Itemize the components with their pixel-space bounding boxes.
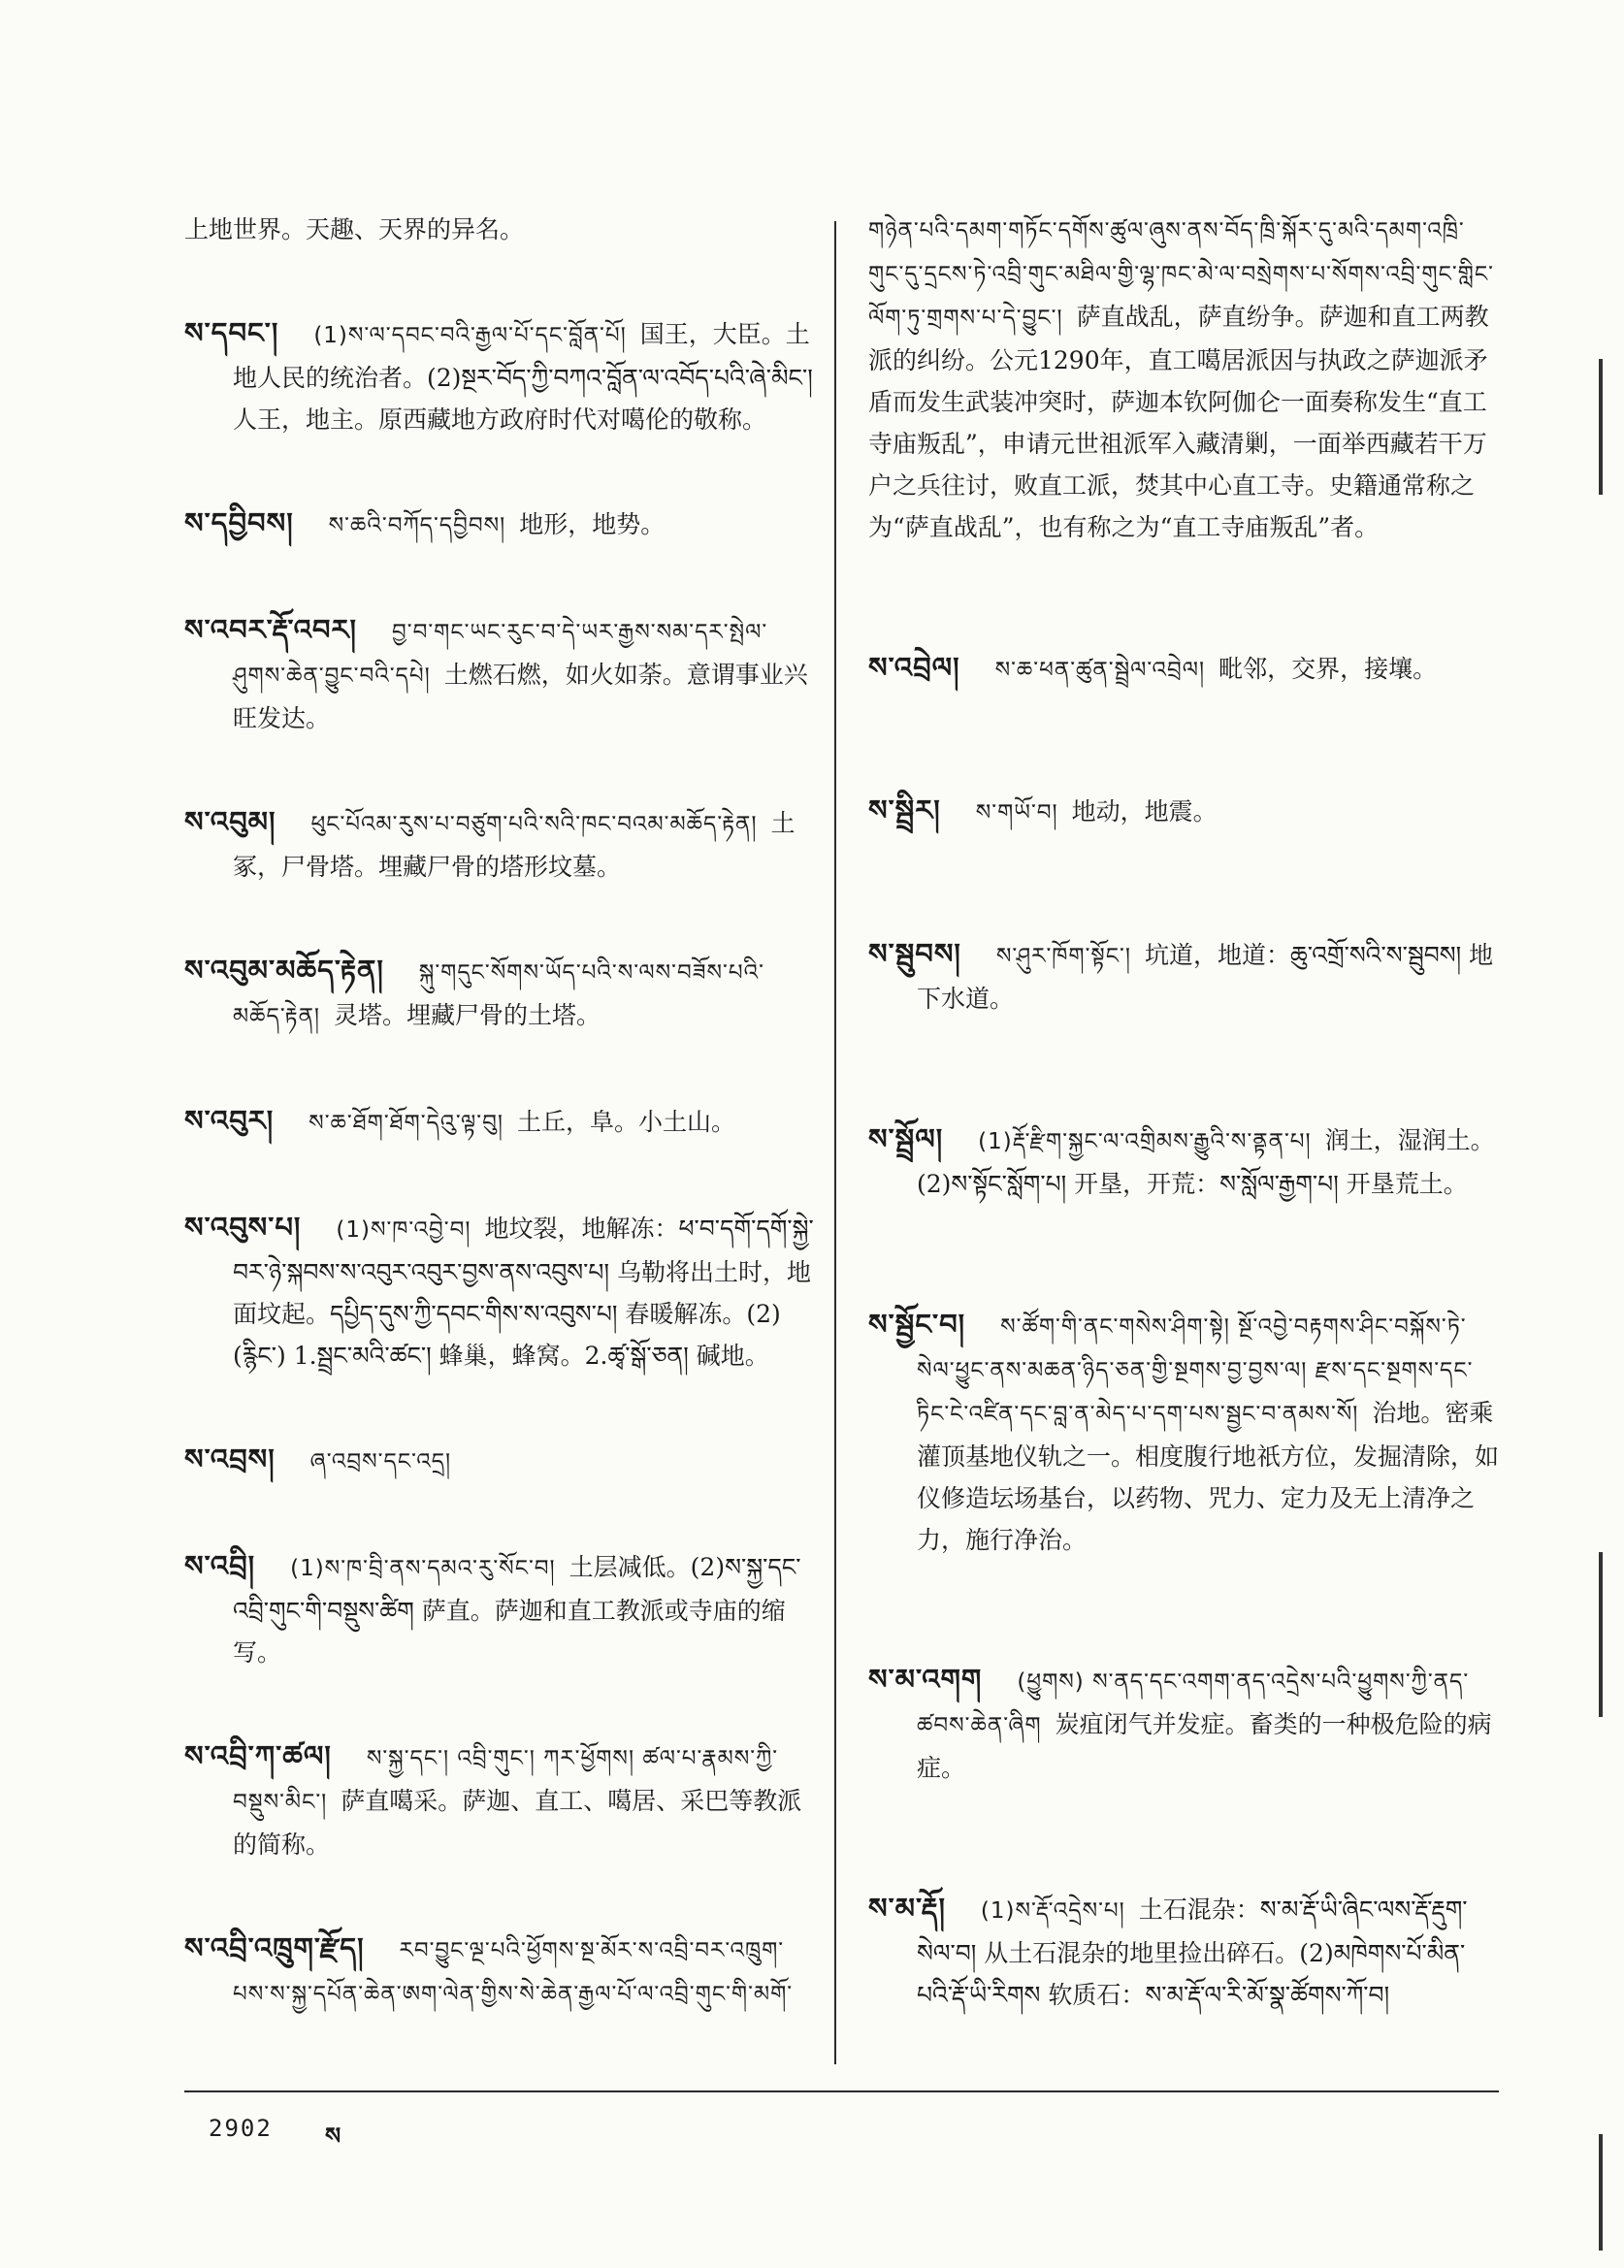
dictionary-entry <box>184 1545 815 1673</box>
tibetan-definition: གཉེན་པའི་དམག་གཏོང་དགོས་ཚུལ་ཞུས་ནས་བོད་ཁྲི་སྐོར་དུ་མའི་དམག་འཁྲི་གུང་དུ་དྲངས་ཏེ་འབྲི་གུང་མཐིལ་གྱི་ལྷ་ཁང་མེ་ལ་བསྲེགས་པ་སོགས་འབྲི་གུང་གླིང་ལོག་ཏུ་གྲགས་པ་དེ་བྱུང་། <box>868 218 1494 331</box>
tibetan-definition: ས་ཆ་ཕན་ཚུན་སྦྲེལ་འབྲེལ། <box>994 657 1206 683</box>
dictionary-entry <box>184 801 815 888</box>
tibetan-definition: ས་ཆའི་བཀོད་དབྱིབས། <box>328 513 506 538</box>
headword: ས་འབུར། <box>184 1104 275 1137</box>
dictionary-entry <box>184 1100 815 1145</box>
dictionary-entry <box>184 502 815 547</box>
headword: ས་འབྲས། <box>184 1442 276 1475</box>
chinese-definition: 毗邻，交界，接壤。 <box>1218 654 1438 683</box>
headword: ས་མ་འགག <box>868 1663 983 1697</box>
chinese-definition: 地坟裂，地解冻：ཕ་བ་དགོ་དགོ་སྐྱེ་བར་ཉེ་སྐབས་ས་འབུར་འབུར་བྱས་ནས་འབུས་པ། 乌勒将出土时，地面坟起。དཔྱིད་དུས་ཀྱི་དབང་གིས་ས་འབུས་པ། 春暖解冻。(2)(རྙིང་) 1.སྦྲང་མའི་ཚང་། 蜂巢，蜂窝。2.ཚྭ་སྒོ་ཅན། 碱地。 <box>233 1215 814 1370</box>
headword: ས་སྦྲིར། <box>868 794 941 827</box>
tibetan-definition: (1)ས་ཁ་འབྱེ་བ། <box>336 1217 471 1243</box>
tibetan-definition: སྐུ་གདུང་སོགས་ཡོད་པའི་ས་ལས་བཟོས་པའི་མཆོད་རྟེན། <box>233 960 764 1029</box>
chinese-definition: 土燃石燃，如火如荼。意谓事业兴旺发达。 <box>233 661 808 732</box>
dictionary-entry <box>868 1888 1499 2016</box>
headword: ས་འབྲི་འཁྲུག་རྫོད། <box>184 1931 365 1964</box>
dictionary-entry <box>184 312 815 440</box>
tibetan-definition: ས་ཤུར་ཁོག་སྟོང་། <box>995 944 1131 970</box>
dictionary-entry <box>868 1659 1499 1789</box>
tibetan-definition: (1)ས་ལ་དབང་བའི་རྒྱལ་པོ་དང་བློན་པོ། <box>313 323 627 348</box>
tibetan-definition: ས་ཚོག་གི་ནང་གསེས་ཤིག་སྟེ། སྔོ་འབྱེ་བརྟགས་ཤིང་བསྐོས་ཏེ་སེལ་ཕྱུང་ནས་མཆན་ཉིད་ཅན་གྱི་སྔགས་བྱ་བྱས་ལ། རྫས་དང་སྔགས་དང་ཏིང་ངེ་འཛིན་དང་བླ་ན་མེད་པ་དག་པས་སྦྱང་བ་ནམས་སོ། <box>917 1313 1474 1427</box>
headword: ས་མ་རྡོ། <box>868 1891 946 1925</box>
dictionary-entry <box>868 1304 1499 1561</box>
tibetan-definition: ས་ཆ་ཐོག་ཐོག་དེའུ་ལྟ་བུ། <box>309 1111 503 1136</box>
dictionary-entry <box>184 609 815 739</box>
chinese-definition: 灵塔。埋藏尸骨的土塔。 <box>334 1001 601 1029</box>
headword: ས་དབྱིབས། <box>184 506 294 539</box>
headword: ས་འབུམ། <box>184 805 276 838</box>
tibetan-definition: (1)རྡོ་རྫིག་སྐྱང་ལ་འགྲིམས་རྒྱུའི་ས་ནྟན་པ། <box>978 1128 1312 1154</box>
chinese-definition: 土层减低。(2)ས་སྐྱ་དང་འབྲི་གུང་གི་བསྡུས་ཚིག 萨直。萨迦和直工教派或寺庙的缩写。 <box>233 1553 801 1667</box>
chinese-definition: 地形，地势。 <box>519 510 666 538</box>
tibetan-definition: ཞ་འབྲས་དང་འདྲ། <box>309 1449 452 1474</box>
left-column <box>184 209 815 2016</box>
dictionary-entry <box>184 1928 815 2016</box>
right-column <box>868 209 1499 2016</box>
dictionary-entry <box>868 790 1499 834</box>
chinese-definition: 上地世界。天趣、天界的异名。 <box>184 215 525 243</box>
chinese-definition: 土石混杂：ས་མ་རྡོ་ཡི་ཞིང་ལས་རྡོ་རྡུག་སེལ་བ། 从土石混杂的地里捡出碎石。(2)མཁེགས་པོ་མིན་པའི་རྡོ་ཡི་རིགས 软质石：ས་མ་རྡོ་ལ་རི་མོ་སྣ་ཚོགས་ཀོ་བ། <box>917 1895 1468 2009</box>
chinese-definition: 炭疽闭气并发症。畜类的一种极危险的病症。 <box>917 1710 1492 1783</box>
tibetan-definition: (ཕྱུགས) ས་ནད་དང་འགག་ནད་འདྲེས་པའི་ཕྱུགས་ཀྱི་ནད་ཚབས་ཆེན་ཞིག <box>917 1669 1470 1739</box>
tibetan-definition: བྱ་བ་གང་ཡང་རུང་བ་དེ་ཡར་རྒྱས་སམ་དར་སྤེལ་ཤུགས་ཆེན་བྱུང་བའི་དཔེ། <box>233 620 768 689</box>
chinese-definition: 土丘，阜。小土山。 <box>516 1108 735 1136</box>
dictionary-entry <box>184 950 815 1038</box>
chinese-definition: 萨直噶采。萨迦、直工、噶居、采巴等教派的简称。 <box>233 1787 802 1859</box>
headword: ས་དབང་། <box>184 316 279 349</box>
headword: ས་སྦྲོལ། <box>868 1121 944 1155</box>
headword: ས་འབུས་པ། <box>184 1211 302 1244</box>
dictionary-entry <box>868 933 1499 1020</box>
chinese-definition: 国王，大臣。土地人民的统治者。(2)སྔར་བོད་ཀྱི་བཀའ་བློན་ལ་འབོད་པའི་ཞེ་མིང་། 人王，地主。原西藏地方政府时代对噶伦的敬称。 <box>233 320 813 434</box>
tibetan-definition: (1)ས་ཁ་བྲི་ནས་དམའ་རུ་སོང་བ། <box>290 1556 556 1581</box>
chinese-definition: 治地。密乘灌顶基地仪轨之一。相度腹行地祇方位，发掘清除，如仪修造坛场基台，以药物、咒力、定力及无上清净之力，施行净治。 <box>917 1398 1500 1554</box>
page-number: 2902 <box>209 2115 273 2142</box>
dictionary-entry <box>868 647 1499 692</box>
headword: ས་སྦྱོང་བ། <box>868 1307 966 1341</box>
headword: ས་སྦུབས། <box>868 937 961 971</box>
tibetan-definition: ས་སྐྱ་དང་། འབྲི་གུང་། ཀར་ཕྱོགས། ཚལ་པ་རྣམས་ཀྱི་བསྡུས་མིང་། <box>233 1746 779 1815</box>
tibetan-definition: ས་གཡོ་བ། <box>975 800 1058 826</box>
footer-rule <box>184 2090 1499 2092</box>
dictionary-entry <box>184 1439 815 1483</box>
chinese-definition: 坑道，地道：ཆུ་འགྲོ་སའི་ས་སྦུབས། 地下水道。 <box>917 941 1494 1014</box>
chinese-definition: 土冢，尸骨塔。埋藏尸骨的塔形坟墓。 <box>233 809 796 881</box>
dictionary-entry <box>184 1207 815 1377</box>
scan-edge-mark <box>1599 359 1603 495</box>
chinese-definition: 地动，地震。 <box>1071 797 1218 826</box>
dictionary-entry <box>868 1118 1499 1205</box>
tibetan-definition: (1)ས་རྡོ་འདྲེས་པ། <box>980 1897 1125 1924</box>
tibetan-definition: ཕུང་པོའམ་རུས་པ་བཙུག་པའི་སའི་ཁང་བའམ་མཆོད་རྟེན། <box>310 812 758 837</box>
entry-continuation <box>868 209 1499 548</box>
running-letter: ས <box>325 2122 341 2150</box>
headword: ས་འབྲི། <box>184 1549 256 1582</box>
headword: ས་འབར་རྡོ་འབར། <box>184 613 357 646</box>
scan-edge-mark <box>1599 2134 1603 2251</box>
chinese-definition: 润土，湿润土。(2)ས་སྟོང་སློག་པ། 开垦，开荒：ས་སློལ་རྒྱག་པ། 开垦荒土。 <box>917 1125 1495 1198</box>
headword: ས་འབྲི་ཀ་ཚལ། <box>184 1739 332 1772</box>
headword: ས་འབྲེལ། <box>868 650 960 684</box>
headword: ས་འབུམ་མཆོད་རྟེན། <box>184 954 384 987</box>
dictionary-entry <box>184 1735 815 1865</box>
chinese-definition: 萨直战乱，萨直纷争。萨迦和直工两教派的纠纷。公元1290年，直工噶居派因与执政之萨迦派矛盾而发生武装冲突时，萨迦本钦阿伽仑一面奏称发生“直工寺庙叛乱”，申请元世祖派军入藏清剿，一面举西藏若干万户之兵往讨，败直工派，焚其中心直工寺。史籍通常称之为“萨直战乱”，也有称之为“直工寺庙叛乱”者。 <box>868 303 1489 541</box>
entry-continuation <box>184 209 815 250</box>
tibetan-definition: རབ་བྱུང་ལྔ་པའི་ཕྱོགས་སྔ་མོར་ས་འབྲི་བར་འཁྲུག་པས་ས་སྐྱ་དཔོན་ཆེན་ཨག་ལེན་གྱིས་སེ་ཆེན་རྒྱལ་པོ་ལ་འབྲི་གུང་གི་མགོ་ <box>233 1938 794 2007</box>
scan-edge-mark <box>1599 1552 1603 1717</box>
column-divider <box>834 221 836 2064</box>
